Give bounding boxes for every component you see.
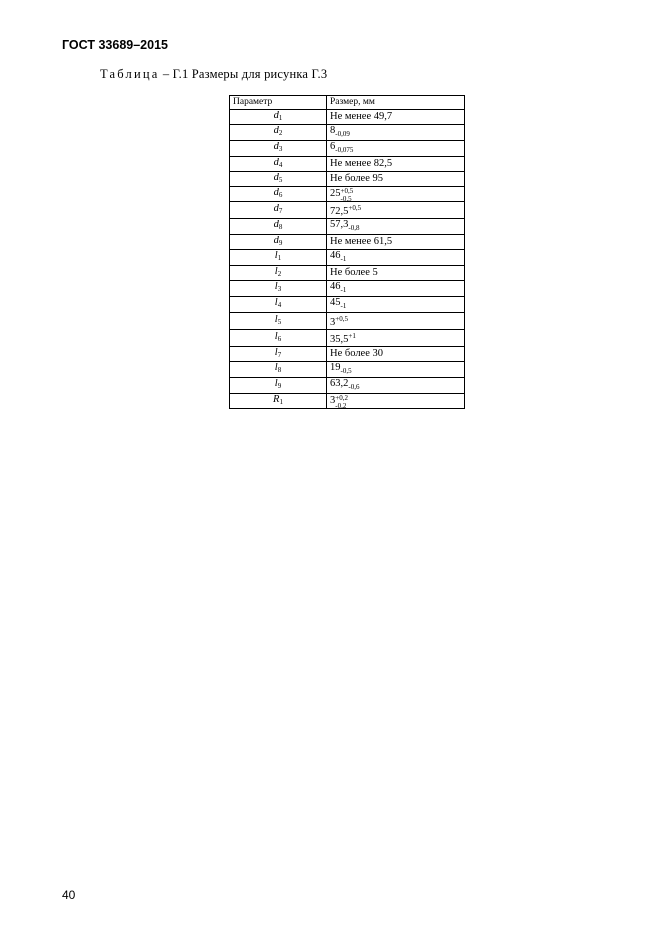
- size-value: 45: [330, 296, 341, 308]
- caption-word: Таблица: [100, 67, 160, 81]
- table-row: [230, 234, 465, 249]
- parameter-cell: [230, 329, 327, 346]
- table-row: [230, 124, 465, 140]
- table-header-row: [230, 96, 465, 110]
- parameter-index: 9: [277, 382, 282, 390]
- size-cell: [327, 109, 465, 124]
- parameter-cell: [230, 377, 327, 393]
- size-cell: [327, 265, 465, 280]
- size-value: 3: [330, 394, 336, 406]
- lower-tolerance: -0,8: [348, 223, 360, 232]
- size-cell: [327, 140, 465, 156]
- parameter-symbol: l: [274, 346, 278, 358]
- table-row: [230, 296, 465, 312]
- parameter-symbol: l: [274, 362, 278, 373]
- upper-tolerance: +1: [348, 331, 356, 340]
- parameter-cell: [230, 171, 327, 186]
- parameter-symbol: l: [274, 378, 278, 389]
- document-header: ГОСТ 33689–2015: [62, 38, 168, 52]
- parameter-cell: [230, 156, 327, 171]
- tolerance-pair: [335, 393, 355, 410]
- parameter-symbol: l: [274, 265, 278, 277]
- table-row: [230, 393, 465, 408]
- page-number: 40: [62, 888, 76, 902]
- table-caption: [100, 67, 327, 82]
- table-row: [230, 140, 465, 156]
- size-value: 25: [330, 187, 341, 199]
- parameter-symbol: d: [273, 125, 279, 136]
- size-cell: [327, 312, 465, 329]
- parameter-index: 3: [278, 145, 283, 153]
- size-value: 35,5: [330, 333, 349, 345]
- dimensions-table: [229, 95, 465, 409]
- lower-tolerance: -0,6: [348, 382, 360, 391]
- parameter-index: 1: [279, 397, 283, 406]
- parameter-index: 7: [278, 206, 283, 215]
- parameter-cell: [230, 265, 327, 280]
- size-value: 57,3: [330, 218, 349, 230]
- table-row: [230, 346, 465, 361]
- size-cell: [327, 329, 465, 346]
- table-row: [230, 109, 465, 124]
- parameter-symbol: d: [273, 109, 279, 121]
- parameter-symbol: d: [273, 186, 279, 198]
- upper-tolerance: +0,2: [335, 393, 348, 402]
- table-body: [230, 109, 465, 408]
- parameter-cell: [230, 109, 327, 124]
- lower-tolerance: -0,5: [340, 194, 352, 203]
- parameter-cell: [230, 296, 327, 312]
- size-value: Не менее 82,5: [330, 157, 393, 169]
- size-cell: [327, 186, 465, 201]
- parameter-cell: [230, 393, 327, 408]
- upper-tolerance: +0,5: [335, 314, 348, 323]
- parameter-index: 6: [277, 334, 282, 343]
- size-value: Не более 30: [330, 347, 384, 359]
- parameter-index: 5: [278, 175, 283, 184]
- parameter-cell: [230, 124, 327, 140]
- parameter-symbol: l: [274, 250, 278, 261]
- size-value: 46: [330, 280, 341, 292]
- table-row: [230, 280, 465, 296]
- table-row: [230, 361, 465, 377]
- parameter-cell: [230, 186, 327, 201]
- size-cell: [327, 393, 465, 408]
- parameter-cell: [230, 361, 327, 377]
- lower-tolerance: -1: [340, 285, 347, 294]
- parameter-symbol: d: [273, 219, 279, 230]
- table-row: [230, 186, 465, 201]
- size-cell: [327, 346, 465, 361]
- table-row: [230, 265, 465, 280]
- parameter-symbol: d: [273, 202, 279, 214]
- parameter-symbol: l: [274, 281, 278, 292]
- size-value: 8: [330, 124, 336, 136]
- upper-tolerance: +0,5: [348, 203, 362, 212]
- parameter-index: 1: [278, 113, 283, 122]
- column-header-parameter: Параметр: [230, 96, 327, 110]
- size-value: Не менее 49,7: [330, 110, 393, 122]
- size-cell: [327, 361, 465, 377]
- table-row: [230, 312, 465, 329]
- parameter-cell: [230, 234, 327, 249]
- table-row: [230, 218, 465, 234]
- parameter-cell: [230, 140, 327, 156]
- parameter-cell: [230, 346, 327, 361]
- parameter-symbol: d: [273, 234, 279, 246]
- parameter-symbol: l: [274, 313, 278, 325]
- parameter-symbol: l: [274, 330, 278, 342]
- parameter-index: 1: [277, 254, 282, 262]
- column-header-size: Размер, мм: [327, 96, 465, 110]
- parameter-index: 7: [277, 350, 282, 359]
- parameter-cell: [230, 218, 327, 234]
- parameter-index: 3: [277, 285, 282, 293]
- size-value: Не более 95: [330, 172, 384, 184]
- size-value: 6: [330, 140, 336, 152]
- parameter-cell: [230, 249, 327, 265]
- lower-tolerance: -0,075: [335, 145, 354, 154]
- size-value: 3: [330, 316, 336, 328]
- table-row: [230, 249, 465, 265]
- size-value: 63,2: [330, 377, 349, 389]
- tolerance-pair: [340, 186, 361, 203]
- parameter-index: 4: [278, 160, 283, 169]
- parameter-index: 2: [278, 129, 283, 137]
- lower-tolerance: -1: [340, 301, 347, 310]
- size-value: Не более 5: [330, 266, 378, 278]
- parameter-index: 9: [278, 238, 283, 247]
- table-row: [230, 156, 465, 171]
- lower-tolerance: -1: [340, 254, 347, 263]
- size-value: 72,5: [330, 205, 349, 217]
- parameter-symbol: d: [273, 141, 279, 152]
- size-cell: [327, 124, 465, 140]
- size-cell: [327, 218, 465, 234]
- parameter-cell: [230, 312, 327, 329]
- parameter-symbol: d: [273, 156, 279, 168]
- upper-tolerance: +0,5: [340, 186, 354, 195]
- size-cell: [327, 249, 465, 265]
- parameter-index: 4: [277, 301, 282, 309]
- parameter-symbol: l: [274, 297, 278, 308]
- size-value: Не менее 61,5: [330, 235, 393, 247]
- parameter-index: 8: [278, 223, 283, 231]
- size-cell: [327, 156, 465, 171]
- size-value: 19: [330, 361, 341, 373]
- parameter-cell: [230, 280, 327, 296]
- size-cell: [327, 296, 465, 312]
- table-row: [230, 329, 465, 346]
- parameter-index: 6: [278, 190, 283, 199]
- lower-tolerance: -0,09: [335, 129, 350, 138]
- lower-tolerance: -0,5: [340, 366, 352, 375]
- parameter-symbol: R: [273, 393, 280, 405]
- size-cell: [327, 234, 465, 249]
- size-value: 46: [330, 249, 341, 261]
- caption-text: – Г.1 Размеры для рисунка Г.3: [159, 67, 328, 81]
- parameter-cell: [230, 201, 327, 218]
- parameter-symbol: d: [273, 171, 279, 183]
- parameter-index: 5: [277, 317, 282, 326]
- parameter-index: 8: [277, 366, 282, 374]
- size-cell: [327, 280, 465, 296]
- lower-tolerance: -0,2: [335, 401, 347, 410]
- parameter-index: 2: [277, 269, 282, 278]
